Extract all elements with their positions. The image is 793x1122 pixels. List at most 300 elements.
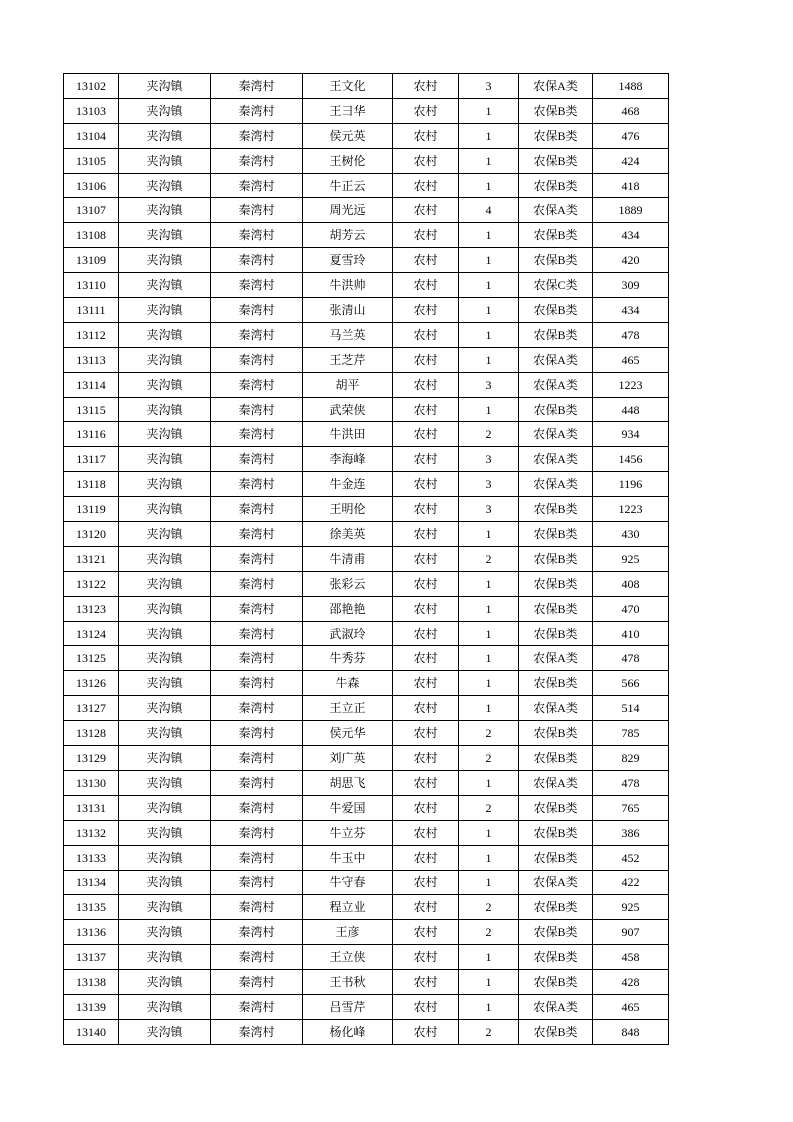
table-cell-household_type: 农村 — [393, 347, 459, 372]
table-cell-name: 胡平 — [303, 372, 393, 397]
table-cell-name: 牛洪田 — [303, 422, 393, 447]
table-row — [64, 770, 669, 795]
table-cell-village: 秦湾村 — [211, 671, 303, 696]
table-cell-insurance_type: 农保B类 — [519, 795, 593, 820]
table-cell-insurance_type: 农保B类 — [519, 895, 593, 920]
table-cell-town: 夹沟镇 — [119, 795, 211, 820]
table-cell-person_count: 3 — [459, 372, 519, 397]
table-cell-village: 秦湾村 — [211, 322, 303, 347]
table-cell-person_count: 1 — [459, 347, 519, 372]
table-cell-person_count: 2 — [459, 422, 519, 447]
table-cell-amount: 418 — [593, 173, 669, 198]
table-cell-town: 夹沟镇 — [119, 123, 211, 148]
table-cell-amount: 448 — [593, 397, 669, 422]
table-cell-household_type: 农村 — [393, 596, 459, 621]
table-row — [64, 945, 669, 970]
table-cell-id: 13118 — [64, 472, 119, 497]
table-cell-id: 13132 — [64, 820, 119, 845]
table-row — [64, 322, 669, 347]
table-cell-amount: 424 — [593, 148, 669, 173]
table-cell-village: 秦湾村 — [211, 945, 303, 970]
table-cell-person_count: 2 — [459, 721, 519, 746]
table-cell-town: 夹沟镇 — [119, 746, 211, 771]
table-cell-insurance_type: 农保B类 — [519, 546, 593, 571]
table-cell-person_count: 2 — [459, 920, 519, 945]
table-row — [64, 223, 669, 248]
table-row — [64, 198, 669, 223]
table-cell-name: 侯元华 — [303, 721, 393, 746]
table-cell-village: 秦湾村 — [211, 148, 303, 173]
table-cell-id: 13119 — [64, 497, 119, 522]
table-cell-person_count: 1 — [459, 646, 519, 671]
table-cell-amount: 1456 — [593, 447, 669, 472]
table-cell-household_type: 农村 — [393, 298, 459, 323]
table-cell-town: 夹沟镇 — [119, 596, 211, 621]
table-cell-person_count: 3 — [459, 497, 519, 522]
table-cell-town: 夹沟镇 — [119, 820, 211, 845]
table-cell-insurance_type: 农保A类 — [519, 74, 593, 99]
table-cell-amount: 829 — [593, 746, 669, 771]
table-cell-town: 夹沟镇 — [119, 98, 211, 123]
table-cell-household_type: 农村 — [393, 148, 459, 173]
table-cell-amount: 468 — [593, 98, 669, 123]
table-cell-name: 徐美英 — [303, 522, 393, 547]
table-cell-id: 13121 — [64, 546, 119, 571]
table-cell-insurance_type: 农保B类 — [519, 98, 593, 123]
table-cell-village: 秦湾村 — [211, 970, 303, 995]
table-cell-id: 13107 — [64, 198, 119, 223]
table-cell-id: 13131 — [64, 795, 119, 820]
table-cell-id: 13111 — [64, 298, 119, 323]
table-cell-person_count: 1 — [459, 248, 519, 273]
table-cell-insurance_type: 农保C类 — [519, 273, 593, 298]
table-cell-household_type: 农村 — [393, 870, 459, 895]
table-cell-person_count: 1 — [459, 671, 519, 696]
table-cell-amount: 476 — [593, 123, 669, 148]
table-cell-id: 13137 — [64, 945, 119, 970]
table-cell-person_count: 1 — [459, 273, 519, 298]
table-cell-id: 13125 — [64, 646, 119, 671]
table-cell-insurance_type: 农保B类 — [519, 621, 593, 646]
table-cell-amount: 934 — [593, 422, 669, 447]
table-cell-name: 王书秋 — [303, 970, 393, 995]
table-cell-village: 秦湾村 — [211, 397, 303, 422]
table-cell-name: 牛正云 — [303, 173, 393, 198]
table-cell-name: 周光远 — [303, 198, 393, 223]
table-cell-insurance_type: 农保B类 — [519, 497, 593, 522]
table-cell-person_count: 1 — [459, 970, 519, 995]
table-cell-person_count: 2 — [459, 546, 519, 571]
table-cell-household_type: 农村 — [393, 945, 459, 970]
table-cell-town: 夹沟镇 — [119, 546, 211, 571]
table-cell-household_type: 农村 — [393, 497, 459, 522]
table-cell-id: 13116 — [64, 422, 119, 447]
table-cell-village: 秦湾村 — [211, 721, 303, 746]
table-cell-town: 夹沟镇 — [119, 721, 211, 746]
table-cell-amount: 925 — [593, 546, 669, 571]
table-cell-insurance_type: 农保B类 — [519, 397, 593, 422]
table-cell-town: 夹沟镇 — [119, 422, 211, 447]
table-row — [64, 870, 669, 895]
records-table — [63, 73, 669, 1045]
table-cell-id: 13127 — [64, 696, 119, 721]
table-cell-insurance_type: 农保A类 — [519, 347, 593, 372]
table-cell-household_type: 农村 — [393, 546, 459, 571]
table-cell-name: 武淑玲 — [303, 621, 393, 646]
table-cell-person_count: 1 — [459, 148, 519, 173]
table-cell-id: 13139 — [64, 994, 119, 1019]
table-row — [64, 571, 669, 596]
table-cell-person_count: 1 — [459, 945, 519, 970]
table-cell-household_type: 农村 — [393, 920, 459, 945]
table-cell-household_type: 农村 — [393, 820, 459, 845]
table-cell-town: 夹沟镇 — [119, 1019, 211, 1044]
table-cell-amount: 1196 — [593, 472, 669, 497]
table-cell-amount: 1223 — [593, 497, 669, 522]
table-cell-household_type: 农村 — [393, 770, 459, 795]
table-cell-insurance_type: 农保B类 — [519, 721, 593, 746]
table-cell-household_type: 农村 — [393, 322, 459, 347]
table-row — [64, 1019, 669, 1044]
table-cell-household_type: 农村 — [393, 646, 459, 671]
table-cell-insurance_type: 农保A类 — [519, 447, 593, 472]
table-cell-town: 夹沟镇 — [119, 994, 211, 1019]
table-cell-insurance_type: 农保B类 — [519, 248, 593, 273]
table-cell-household_type: 农村 — [393, 74, 459, 99]
table-row — [64, 298, 669, 323]
table-cell-amount: 1889 — [593, 198, 669, 223]
table-cell-town: 夹沟镇 — [119, 223, 211, 248]
table-cell-amount: 452 — [593, 845, 669, 870]
table-cell-id: 13129 — [64, 746, 119, 771]
table-cell-name: 张彩云 — [303, 571, 393, 596]
table-cell-village: 秦湾村 — [211, 447, 303, 472]
table-row — [64, 273, 669, 298]
table-cell-amount: 434 — [593, 298, 669, 323]
table-cell-insurance_type: 农保A类 — [519, 696, 593, 721]
table-cell-household_type: 农村 — [393, 571, 459, 596]
table-cell-amount: 430 — [593, 522, 669, 547]
table-cell-person_count: 1 — [459, 571, 519, 596]
table-cell-village: 秦湾村 — [211, 845, 303, 870]
table-cell-name: 牛金连 — [303, 472, 393, 497]
table-cell-amount: 408 — [593, 571, 669, 596]
table-cell-town: 夹沟镇 — [119, 920, 211, 945]
table-cell-amount: 386 — [593, 820, 669, 845]
table-cell-town: 夹沟镇 — [119, 571, 211, 596]
table-cell-household_type: 农村 — [393, 223, 459, 248]
table-cell-insurance_type: 农保B类 — [519, 522, 593, 547]
table-cell-town: 夹沟镇 — [119, 646, 211, 671]
table-cell-id: 13117 — [64, 447, 119, 472]
table-cell-village: 秦湾村 — [211, 546, 303, 571]
table-cell-person_count: 1 — [459, 123, 519, 148]
table-cell-household_type: 农村 — [393, 1019, 459, 1044]
table-cell-village: 秦湾村 — [211, 746, 303, 771]
table-cell-id: 13122 — [64, 571, 119, 596]
table-cell-name: 牛清甫 — [303, 546, 393, 571]
table-cell-amount: 848 — [593, 1019, 669, 1044]
table-cell-person_count: 2 — [459, 895, 519, 920]
table-cell-amount: 514 — [593, 696, 669, 721]
table-cell-household_type: 农村 — [393, 422, 459, 447]
table-row — [64, 74, 669, 99]
table-cell-name: 吕雪芹 — [303, 994, 393, 1019]
table-cell-id: 13102 — [64, 74, 119, 99]
table-row — [64, 646, 669, 671]
table-cell-id: 13108 — [64, 223, 119, 248]
table-cell-insurance_type: 农保B类 — [519, 1019, 593, 1044]
table-row — [64, 447, 669, 472]
table-row — [64, 546, 669, 571]
table-cell-name: 马兰英 — [303, 322, 393, 347]
table-cell-id: 13140 — [64, 1019, 119, 1044]
table-cell-town: 夹沟镇 — [119, 347, 211, 372]
table-cell-village: 秦湾村 — [211, 298, 303, 323]
table-cell-town: 夹沟镇 — [119, 870, 211, 895]
table-cell-village: 秦湾村 — [211, 571, 303, 596]
table-cell-household_type: 农村 — [393, 970, 459, 995]
table-cell-id: 13112 — [64, 322, 119, 347]
table-cell-town: 夹沟镇 — [119, 447, 211, 472]
table-cell-town: 夹沟镇 — [119, 970, 211, 995]
table-cell-person_count: 1 — [459, 994, 519, 1019]
table-cell-village: 秦湾村 — [211, 646, 303, 671]
table-cell-insurance_type: 农保B类 — [519, 820, 593, 845]
table-row — [64, 148, 669, 173]
table-cell-person_count: 1 — [459, 845, 519, 870]
table-row — [64, 347, 669, 372]
table-cell-village: 秦湾村 — [211, 497, 303, 522]
table-cell-name: 胡思飞 — [303, 770, 393, 795]
table-row — [64, 123, 669, 148]
table-cell-person_count: 2 — [459, 1019, 519, 1044]
table-cell-name: 牛玉中 — [303, 845, 393, 870]
table-cell-name: 牛秀芬 — [303, 646, 393, 671]
table-cell-village: 秦湾村 — [211, 994, 303, 1019]
table-cell-name: 王彐华 — [303, 98, 393, 123]
table-cell-person_count: 1 — [459, 98, 519, 123]
table-cell-id: 13138 — [64, 970, 119, 995]
table-cell-amount: 465 — [593, 347, 669, 372]
table-cell-id: 13105 — [64, 148, 119, 173]
table-cell-name: 牛爱国 — [303, 795, 393, 820]
table-row — [64, 248, 669, 273]
table-cell-town: 夹沟镇 — [119, 248, 211, 273]
table-cell-insurance_type: 农保B类 — [519, 845, 593, 870]
table-cell-person_count: 1 — [459, 621, 519, 646]
table-cell-name: 王芝芹 — [303, 347, 393, 372]
table-cell-id: 13103 — [64, 98, 119, 123]
table-cell-name: 侯元英 — [303, 123, 393, 148]
table-cell-id: 13114 — [64, 372, 119, 397]
table-cell-amount: 1223 — [593, 372, 669, 397]
table-row — [64, 596, 669, 621]
table-cell-id: 13136 — [64, 920, 119, 945]
table-cell-village: 秦湾村 — [211, 870, 303, 895]
table-cell-name: 王树伦 — [303, 148, 393, 173]
table-cell-village: 秦湾村 — [211, 472, 303, 497]
table-cell-household_type: 农村 — [393, 845, 459, 870]
table-cell-name: 牛洪帅 — [303, 273, 393, 298]
table-row — [64, 372, 669, 397]
table-cell-village: 秦湾村 — [211, 273, 303, 298]
table-cell-insurance_type: 农保B类 — [519, 173, 593, 198]
table-cell-person_count: 1 — [459, 770, 519, 795]
table-cell-person_count: 1 — [459, 397, 519, 422]
table-row — [64, 173, 669, 198]
table-cell-person_count: 1 — [459, 522, 519, 547]
table-cell-household_type: 农村 — [393, 795, 459, 820]
table-cell-village: 秦湾村 — [211, 198, 303, 223]
table-cell-town: 夹沟镇 — [119, 322, 211, 347]
table-row — [64, 970, 669, 995]
table-cell-insurance_type: 农保A类 — [519, 372, 593, 397]
table-cell-amount: 478 — [593, 322, 669, 347]
table-cell-village: 秦湾村 — [211, 596, 303, 621]
table-cell-id: 13110 — [64, 273, 119, 298]
table-cell-household_type: 农村 — [393, 895, 459, 920]
table-cell-town: 夹沟镇 — [119, 273, 211, 298]
table-cell-amount: 470 — [593, 596, 669, 621]
table-cell-name: 王明伦 — [303, 497, 393, 522]
table-row — [64, 696, 669, 721]
table-cell-name: 王立侠 — [303, 945, 393, 970]
table-cell-insurance_type: 农保A类 — [519, 770, 593, 795]
table-body — [64, 74, 669, 1045]
table-cell-name: 程立业 — [303, 895, 393, 920]
table-cell-id: 13120 — [64, 522, 119, 547]
table-cell-insurance_type: 农保A类 — [519, 422, 593, 447]
table-cell-insurance_type: 农保B类 — [519, 322, 593, 347]
table-cell-id: 13134 — [64, 870, 119, 895]
table-cell-id: 13109 — [64, 248, 119, 273]
table-cell-person_count: 4 — [459, 198, 519, 223]
table-cell-household_type: 农村 — [393, 98, 459, 123]
document-page — [63, 73, 668, 1045]
table-cell-village: 秦湾村 — [211, 123, 303, 148]
table-cell-id: 13133 — [64, 845, 119, 870]
table-cell-town: 夹沟镇 — [119, 845, 211, 870]
table-row — [64, 746, 669, 771]
table-cell-village: 秦湾村 — [211, 173, 303, 198]
table-cell-village: 秦湾村 — [211, 621, 303, 646]
table-cell-person_count: 3 — [459, 472, 519, 497]
table-cell-amount: 422 — [593, 870, 669, 895]
table-cell-village: 秦湾村 — [211, 696, 303, 721]
table-row — [64, 397, 669, 422]
table-cell-insurance_type: 农保B类 — [519, 945, 593, 970]
table-row — [64, 994, 669, 1019]
table-cell-insurance_type: 农保B类 — [519, 123, 593, 148]
table-cell-name: 胡芳云 — [303, 223, 393, 248]
table-cell-insurance_type: 农保B类 — [519, 571, 593, 596]
table-cell-insurance_type: 农保A类 — [519, 198, 593, 223]
table-cell-insurance_type: 农保B类 — [519, 746, 593, 771]
table-cell-town: 夹沟镇 — [119, 397, 211, 422]
table-cell-name: 牛森 — [303, 671, 393, 696]
table-cell-household_type: 农村 — [393, 671, 459, 696]
table-cell-person_count: 3 — [459, 447, 519, 472]
table-row — [64, 845, 669, 870]
table-cell-insurance_type: 农保B类 — [519, 970, 593, 995]
table-cell-name: 邵艳艳 — [303, 596, 393, 621]
table-cell-household_type: 农村 — [393, 248, 459, 273]
table-cell-town: 夹沟镇 — [119, 74, 211, 99]
table-cell-insurance_type: 农保A类 — [519, 994, 593, 1019]
table-row — [64, 671, 669, 696]
table-cell-village: 秦湾村 — [211, 422, 303, 447]
table-row — [64, 621, 669, 646]
table-cell-town: 夹沟镇 — [119, 472, 211, 497]
table-cell-name: 牛立芬 — [303, 820, 393, 845]
table-cell-person_count: 2 — [459, 795, 519, 820]
table-row — [64, 795, 669, 820]
table-cell-person_count: 3 — [459, 74, 519, 99]
table-cell-name: 王文化 — [303, 74, 393, 99]
table-cell-household_type: 农村 — [393, 123, 459, 148]
table-cell-household_type: 农村 — [393, 173, 459, 198]
table-cell-household_type: 农村 — [393, 621, 459, 646]
table-cell-household_type: 农村 — [393, 746, 459, 771]
table-cell-village: 秦湾村 — [211, 522, 303, 547]
table-cell-amount: 478 — [593, 646, 669, 671]
table-cell-insurance_type: 农保B类 — [519, 298, 593, 323]
table-cell-name: 王彦 — [303, 920, 393, 945]
table-cell-amount: 434 — [593, 223, 669, 248]
table-cell-village: 秦湾村 — [211, 795, 303, 820]
table-cell-id: 13128 — [64, 721, 119, 746]
table-cell-id: 13126 — [64, 671, 119, 696]
table-cell-village: 秦湾村 — [211, 372, 303, 397]
table-row — [64, 497, 669, 522]
table-cell-id: 13135 — [64, 895, 119, 920]
table-cell-village: 秦湾村 — [211, 74, 303, 99]
table-cell-household_type: 农村 — [393, 198, 459, 223]
table-cell-village: 秦湾村 — [211, 248, 303, 273]
table-cell-town: 夹沟镇 — [119, 945, 211, 970]
table-row — [64, 472, 669, 497]
table-cell-village: 秦湾村 — [211, 820, 303, 845]
table-cell-insurance_type: 农保B类 — [519, 148, 593, 173]
table-cell-household_type: 农村 — [393, 696, 459, 721]
table-cell-household_type: 农村 — [393, 721, 459, 746]
table-cell-village: 秦湾村 — [211, 98, 303, 123]
table-cell-amount: 566 — [593, 671, 669, 696]
table-cell-insurance_type: 农保A类 — [519, 646, 593, 671]
table-cell-name: 杨化峰 — [303, 1019, 393, 1044]
table-cell-amount: 410 — [593, 621, 669, 646]
table-row — [64, 920, 669, 945]
table-cell-person_count: 1 — [459, 596, 519, 621]
table-cell-household_type: 农村 — [393, 372, 459, 397]
table-cell-insurance_type: 农保B类 — [519, 671, 593, 696]
table-cell-insurance_type: 农保B类 — [519, 920, 593, 945]
table-cell-id: 13124 — [64, 621, 119, 646]
table-cell-household_type: 农村 — [393, 472, 459, 497]
table-cell-id: 13130 — [64, 770, 119, 795]
table-cell-amount: 1488 — [593, 74, 669, 99]
table-cell-town: 夹沟镇 — [119, 895, 211, 920]
table-row — [64, 721, 669, 746]
table-cell-household_type: 农村 — [393, 273, 459, 298]
table-row — [64, 522, 669, 547]
table-cell-town: 夹沟镇 — [119, 173, 211, 198]
table-cell-village: 秦湾村 — [211, 920, 303, 945]
table-row — [64, 820, 669, 845]
table-cell-town: 夹沟镇 — [119, 372, 211, 397]
table-cell-amount: 428 — [593, 970, 669, 995]
